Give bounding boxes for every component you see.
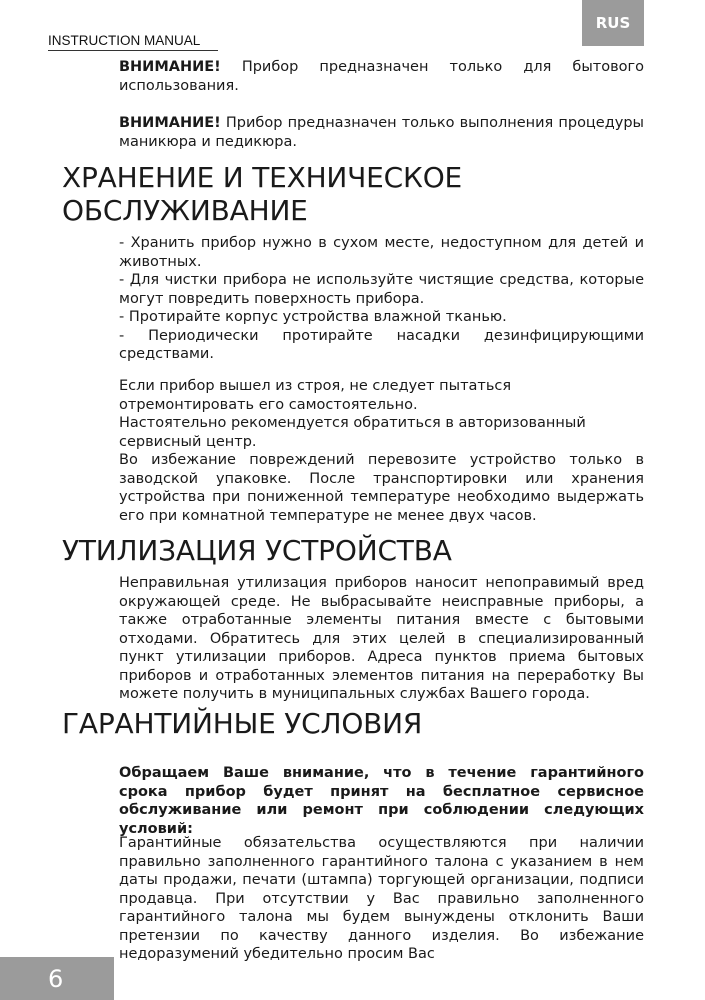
warranty-text — [119, 834, 644, 964]
disposal-text — [119, 574, 644, 704]
page-number: 6 — [0, 957, 114, 1000]
warranty-paragraph: Гарантийные обязательства осуществляются при наличии правильно заполненного гарантийного талона с указанием в нем даты продажи, печати (штампа) торгующей организации, подписи продавца. При отсутствии у Вас правильно заполненного гарантийного талона мы будем вынуждены отклонить Ваши претензии по качеству данного изделия. Во избежание недоразумений убедительно просим Вас — [119, 835, 644, 962]
warning-label: ВНИМАНИЕ! — [119, 115, 221, 131]
storage-note: Если прибор вышел из строя, не следует пытаться отремонтировать его самостоятельно. — [119, 378, 512, 413]
warranty-intro-text: Обращаем Ваше внимание, что в течение гарантийного срока прибор будет принят на бесплатное сервисное обслуживание или ремонт при соблюдении следующих условий: — [119, 765, 644, 837]
storage-heading-line1: ХРАНЕНИЕ И ТЕХНИЧЕСКОЕ — [62, 161, 463, 194]
storage-note: Настоятельно рекомендуется обратиться в авторизованный сервисный центр. — [119, 415, 586, 450]
warning-text: Прибор предназначен только для бытового использования. — [119, 59, 644, 94]
manual-title: INSTRUCTION MANUAL — [48, 33, 201, 48]
warning-2 — [119, 114, 644, 151]
list-item: - Периодически протирайте насадки дезинфицирующими средствами. — [119, 327, 644, 362]
storage-heading — [62, 161, 662, 227]
warning-1 — [119, 58, 644, 95]
storage-list — [119, 234, 644, 364]
warranty-heading: ГАРАНТИЙНЫЕ УСЛОВИЯ — [62, 707, 423, 740]
warranty-intro — [119, 764, 644, 838]
disposal-paragraph: Неправильная утилизация приборов наносит непоправимый вред окружающей среде. Не выбрасывайте неисправные приборы, а также отработанные элементы питания вместе с бытовыми отходами. Обратитесь для этих целей в специализированный пункт утилизации приборов. Адреса пунктов приема бытовых приборов и отработанных элементов питания на переработку Вы можете получить в муниципальных службах Вашего города. — [119, 575, 644, 702]
storage-notes — [119, 377, 644, 525]
language-tab: RUS — [582, 0, 644, 46]
warning-label: ВНИМАНИЕ! — [119, 59, 221, 75]
list-item: - Для чистки прибора не используйте чистящие средства, которые могут повредить поверхность прибора. — [119, 272, 644, 307]
warning-text: Прибор предназначен только выполнения процедуры маникюра и педикюра. — [119, 115, 644, 150]
list-item: - Хранить прибор нужно в сухом месте, недоступном для детей и животных. — [119, 235, 644, 270]
storage-heading-line2: ОБСЛУЖИВАНИЕ — [62, 194, 308, 227]
header-underline — [48, 50, 218, 51]
storage-note: Во избежание повреждений перевозите устройство только в заводской упаковке. После транспортировки или хранения устройства при пониженной температуре необходимо выдержать его при комнатной температуре не менее двух часов. — [119, 452, 644, 524]
list-item: - Протирайте корпус устройства влажной тканью. — [119, 309, 507, 325]
disposal-heading: УТИЛИЗАЦИЯ УСТРОЙСТВА — [62, 534, 452, 567]
